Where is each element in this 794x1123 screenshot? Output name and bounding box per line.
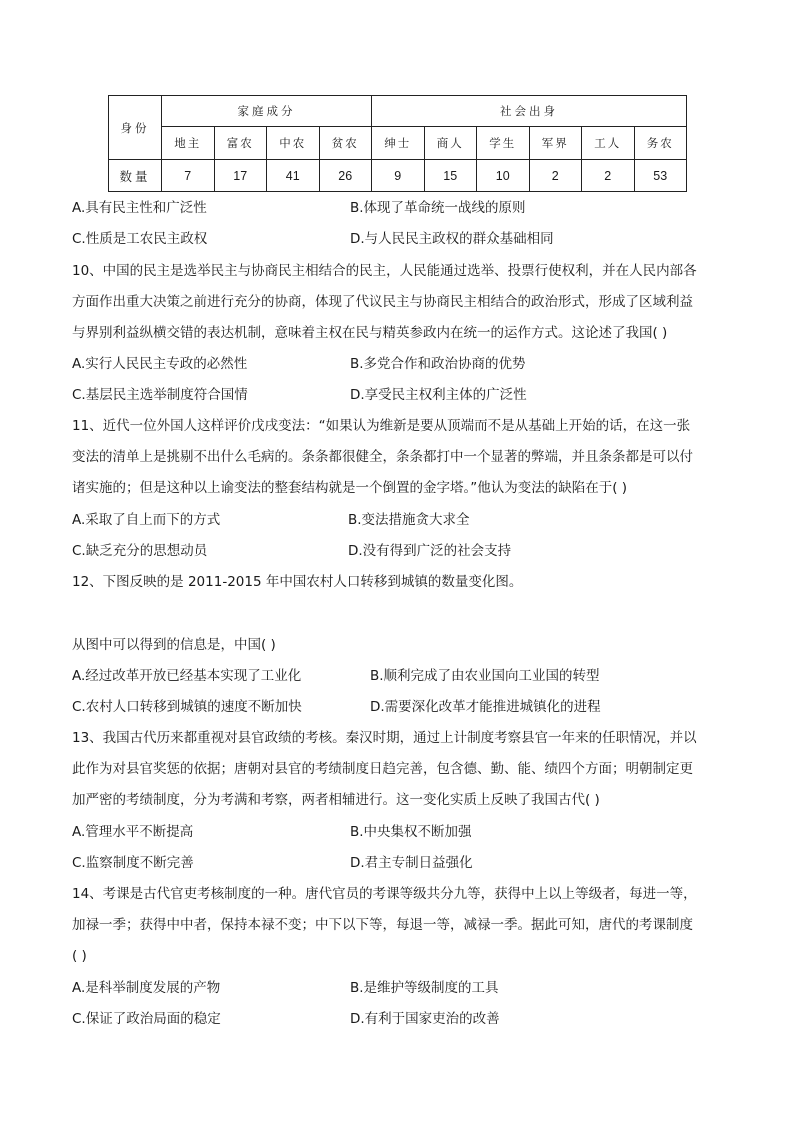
q10-stem-line: 方面作出重大决策之前进行充分的协商，体现了代议民主与协商民主相结合的政治形式，形成了区域利益 [72,293,693,310]
q12-stem: 12、下图反映的是 2011-2015 年中国农村人口转移到城镇的数量变化图。 [72,574,523,590]
category-cell: 中农 [267,127,320,160]
q10-option-b[interactable]: B.多党合作和政治协商的优势 [350,356,526,372]
category-cell: 商人 [424,127,477,160]
count-cell: 2 [582,160,635,192]
count-label: 数量 [109,160,162,192]
count-cell: 15 [424,160,477,192]
q13-option-c[interactable]: C.监察制度不断完善 [72,855,194,871]
count-cell: 41 [267,160,320,192]
q10-option-a[interactable]: A.实行人民民主专政的必然性 [72,356,248,372]
q14-option-a[interactable]: A.是科举制度发展的产物 [72,980,221,996]
count-cell: 17 [214,160,267,192]
q11-stem-line: 变法的清单上是挑剔不出什么毛病的。条条都很健全，条条都打中一个显著的弊端，并且条条都是可以付 [72,448,693,465]
count-cell: 10 [477,160,530,192]
row-header-identity: 身份 [109,96,162,160]
q11-stem [72,411,732,503]
q9-option-a[interactable]: A.具有民主性和广泛性 [72,200,207,216]
q9-option-b[interactable]: B.体现了革命统一战线的原则 [350,200,526,216]
q10-stem-line: 10、中国的民主是选举民主与协商民主相结合的民主，人民能通过选举、投票行使权利，并在人民内部各 [72,263,697,279]
q13-stem-line: 13、我国古代历来都重视对县官政绩的考核。秦汉时期，通过上计制度考察县官一年来的任职情况，并以 [72,730,697,746]
category-cell: 学生 [477,127,530,160]
q14-stem [72,879,732,971]
count-cell: 9 [372,160,425,192]
q11-option-c[interactable]: C.缺乏充分的思想动员 [72,543,208,559]
q11-stem-line: 诸实施的；但是这种以上谕变法的整套结构就是一个倒置的金字塔。”他认为变法的缺陷在于( ) [72,479,628,496]
category-cell: 富农 [214,127,267,160]
q12-option-b[interactable]: B.顺利完成了由农业国向工业国的转型 [370,668,600,684]
category-cell: 务农 [634,127,687,160]
q12-option-d[interactable]: D.需要深化改革才能推进城镇化的进程 [370,699,601,715]
q14-stem-line: 加禄一季；获得中中者，保持本禄不变；中下以下等，每退一等，减禄一季。据此可知，唐代的考课制度 [72,916,693,933]
category-cell: 军界 [529,127,582,160]
category-cell: 地主 [162,127,215,160]
q13-option-a[interactable]: A.管理水平不断提高 [72,824,194,840]
group-family-background: 家庭成分 [162,96,372,127]
q12-option-c[interactable]: C.农村人口转移到城镇的速度不断加快 [72,699,302,715]
q12-prompt: 从图中可以得到的信息是，中国( ) [72,637,276,653]
q11-option-a[interactable]: A.采取了自上而下的方式 [72,512,221,528]
category-cell: 贫农 [319,127,372,160]
category-cell: 工人 [582,127,635,160]
q9-option-c[interactable]: C.性质是工农民主政权 [72,231,208,247]
q14-option-c[interactable]: C.保证了政治局面的稳定 [72,1011,221,1027]
q10-option-d[interactable]: D.享受民主权利主体的广泛性 [350,387,527,403]
q13-option-b[interactable]: B.中央集权不断加强 [350,824,472,840]
count-cell: 2 [529,160,582,192]
q12-option-a[interactable]: A.经过改革开放已经基本实现了工业化 [72,668,302,684]
q10-option-c[interactable]: C.基层民主选举制度符合国情 [72,387,248,403]
q13-stem-line: 此作为对县官奖惩的依据；唐朝对县官的考绩制度日趋完善，包含德、勤、能、绩四个方面；明朝制定更 [72,760,693,777]
q14-option-d[interactable]: D.有利于国家吏治的改善 [350,1011,500,1027]
q13-stem [72,723,732,815]
q11-option-b[interactable]: B.变法措施贪大求全 [348,512,470,528]
q14-option-b[interactable]: B.是维护等级制度的工具 [350,980,499,996]
q10-stem-line: 与界别利益纵横交错的表达机制，意味着主权在民与精英参政内在统一的运作方式。这论述了我国( ) [72,324,668,341]
count-cell: 7 [162,160,215,192]
count-cell: 53 [634,160,687,192]
count-cell: 26 [319,160,372,192]
q11-stem-line: 11、近代一位外国人这样评价戊戌变法：“如果认为维新是要从顶端而不是从基础上开始的话，在这一张 [72,418,691,434]
q13-option-d[interactable]: D.君主专制日益强化 [350,855,473,871]
q9-option-d[interactable]: D.与人民民主政权的群众基础相同 [350,231,554,247]
category-cell: 绅士 [372,127,425,160]
q14-stem-line: 14、考课是古代官吏考核制度的一种。唐代官员的考课等级共分九等，获得中上以上等级者，每进一等， [72,886,697,902]
q13-stem-line: 加严密的考绩制度，分为考满和考察，两者相辅进行。这一变化实质上反映了我国古代( ) [72,791,600,808]
q14-stem-line: ( ) [72,947,87,964]
q11-option-d[interactable]: D.没有得到广泛的社会支持 [348,543,512,559]
identity-statistics-table [108,95,687,192]
q10-stem [72,256,732,348]
group-social-origin: 社会出身 [372,96,687,127]
